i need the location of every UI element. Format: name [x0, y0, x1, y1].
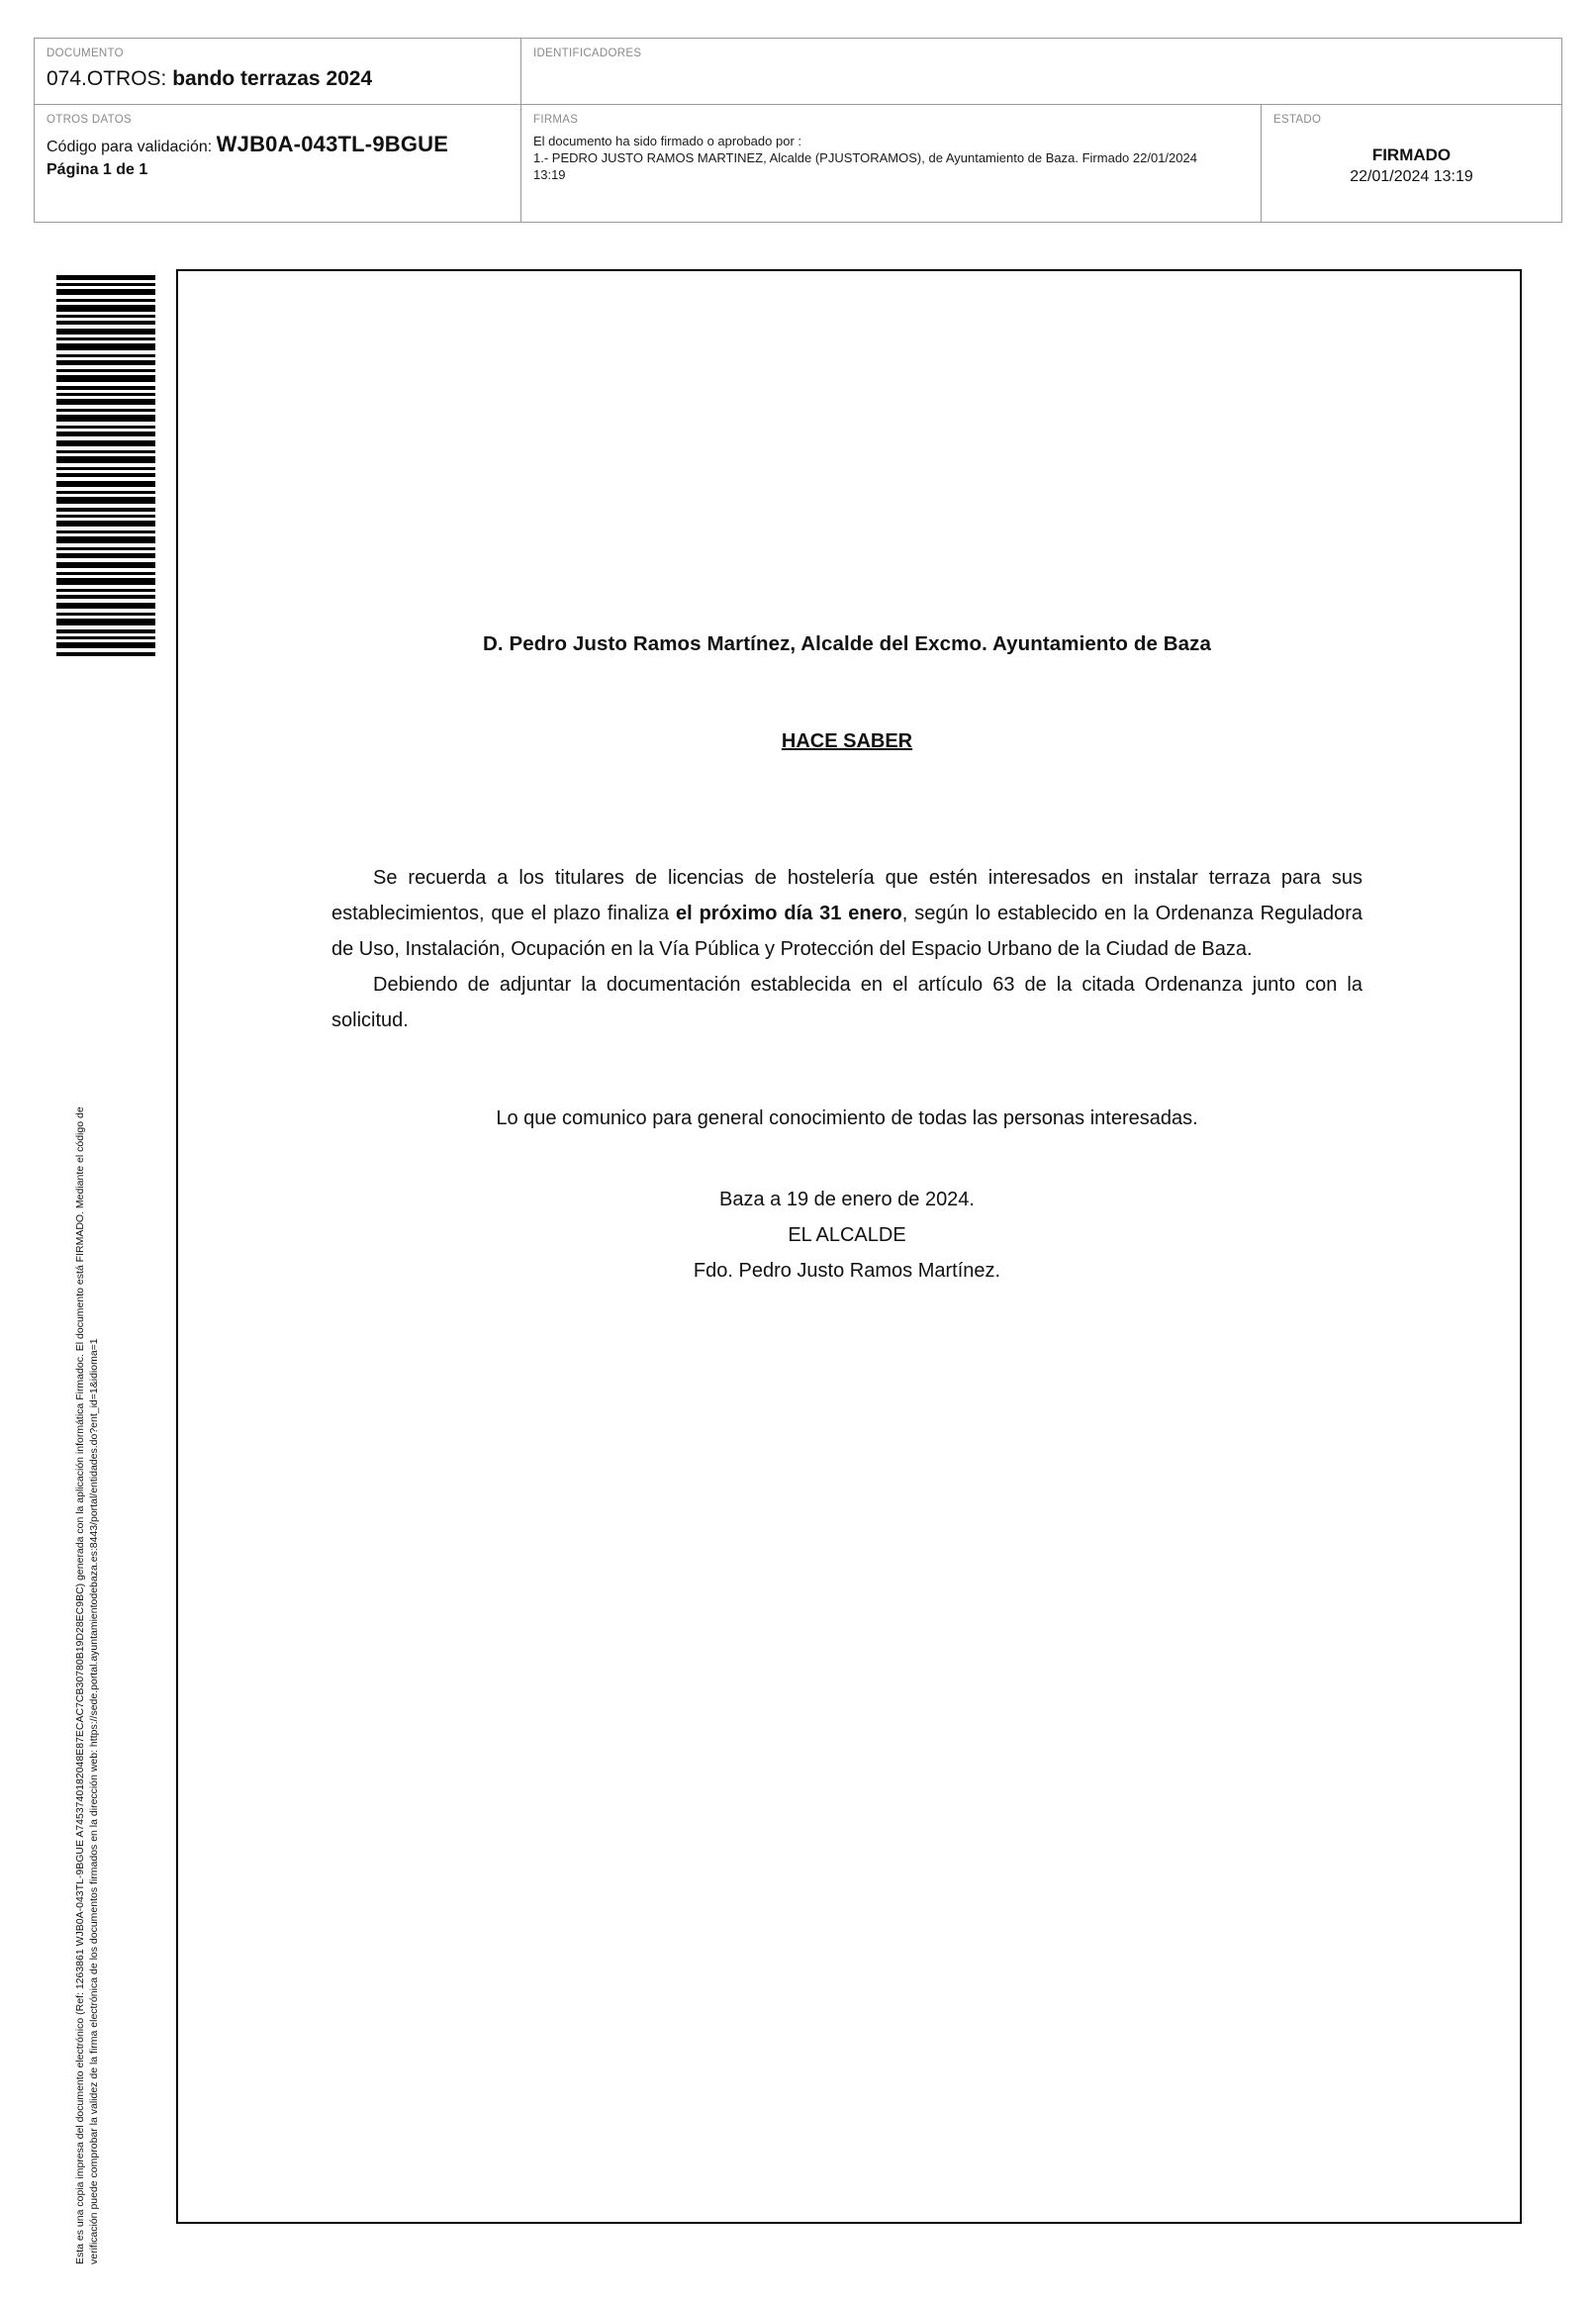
metadata-cell-identificadores: [521, 39, 1561, 104]
signature-place-date: Baza a 19 de enero de 2024.: [719, 1189, 975, 1210]
document-metadata-table: [34, 38, 1562, 223]
verification-line-1: Esta es una copia impresa del documento electrónico (Ref: 1263861 WJB0A-043TL-9BGUE A7453740182048E87ECAC7CB30780B19D28EC9BC) generada con la aplicación informática Firmadoc. El documento está FIRMADO. Mediante el código de: [74, 1106, 86, 2264]
metadata-cell-otros-datos: [35, 105, 521, 222]
signature-name: Fdo. Pedro Justo Ramos Martínez.: [693, 1260, 1001, 1282]
paragraph-1-part-1: Se recuerda a los titulares de licencias de hostelería que estén interesados en instalar terraza para sus establecimientos, que el plazo finaliza: [331, 867, 1362, 924]
verification-line-2: verificación puede comprobar la validez de la firma electrónica de los documentos firmados en la dirección web: https://sede.portal.ayuntamientodebaza.es:8443/portal/entidades.do?ent_id=1&idioma=1: [88, 1338, 100, 2264]
metadata-cell-estado: [1262, 105, 1561, 222]
metadata-row-top: [35, 39, 1561, 105]
firmas-line-2: 1.- PEDRO JUSTO RAMOS MARTINEZ, Alcalde (PJUSTORAMOS), de Ayuntamiento de Baza. Firmado 22/01/2024: [533, 150, 1197, 165]
metadata-cell-firmas: [521, 105, 1262, 222]
identificadores-label: IDENTIFICADORES: [533, 48, 642, 59]
paragraph-1-part-2: , según lo establecido en la Ordenanza Reguladora de Uso, Instalación, Ocupación en la Vía Pública y Protección del Espacio Urbano de la Ciudad de Baza.: [331, 903, 1362, 960]
documento-prefix: 074.OTROS:: [47, 67, 167, 90]
otros-datos-label: OTROS DATOS: [47, 114, 132, 126]
signature-role: EL ALCALDE: [788, 1224, 906, 1246]
estado-value: FIRMADO: [1371, 145, 1452, 164]
verification-sidebar-text: [61, 720, 99, 2274]
document-notice: Lo que comunico para general conocimiento de todas las personas interesadas.: [496, 1107, 1198, 1129]
firmas-line-1: El documento ha sido firmado o aprobado por :: [533, 134, 802, 148]
estado-label: ESTADO: [1273, 114, 1322, 126]
documento-label: DOCUMENTO: [47, 48, 124, 59]
document-title: D. Pedro Justo Ramos Martínez, Alcalde del Excmo. Ayuntamiento de Baza: [482, 632, 1212, 655]
validation-code-value: WJB0A-043TL-9BGUE: [216, 132, 449, 156]
paragraph-1-deadline: el próximo día 31 enero: [676, 903, 902, 924]
document-paragraph-1: [331, 860, 1362, 967]
document-signature-block: [331, 1182, 1362, 1289]
firmas-line-3: 13:19: [533, 167, 566, 182]
validation-code-label: Código para validación:: [47, 139, 213, 155]
barcode-image: [56, 275, 155, 656]
document-body: [331, 370, 1362, 1289]
estado-date: 22/01/2024 13:19: [1350, 168, 1473, 185]
firmas-label: FIRMAS: [533, 114, 579, 126]
document-heading: HACE SABER: [781, 730, 913, 752]
metadata-cell-documento: [35, 39, 521, 104]
status-badge: [1273, 133, 1549, 188]
metadata-row-bottom: [35, 105, 1561, 222]
validation-code: [47, 133, 509, 159]
documento-value: [47, 66, 509, 92]
documento-name: bando terrazas 2024: [172, 67, 373, 90]
document-paragraph-2: Debiendo de adjuntar la documentación establecida en el artículo 63 de la citada Ordenanza junto con la solicitud.: [331, 974, 1362, 1031]
document-frame: [176, 269, 1522, 2224]
page-number: Página 1 de 1: [47, 161, 148, 178]
